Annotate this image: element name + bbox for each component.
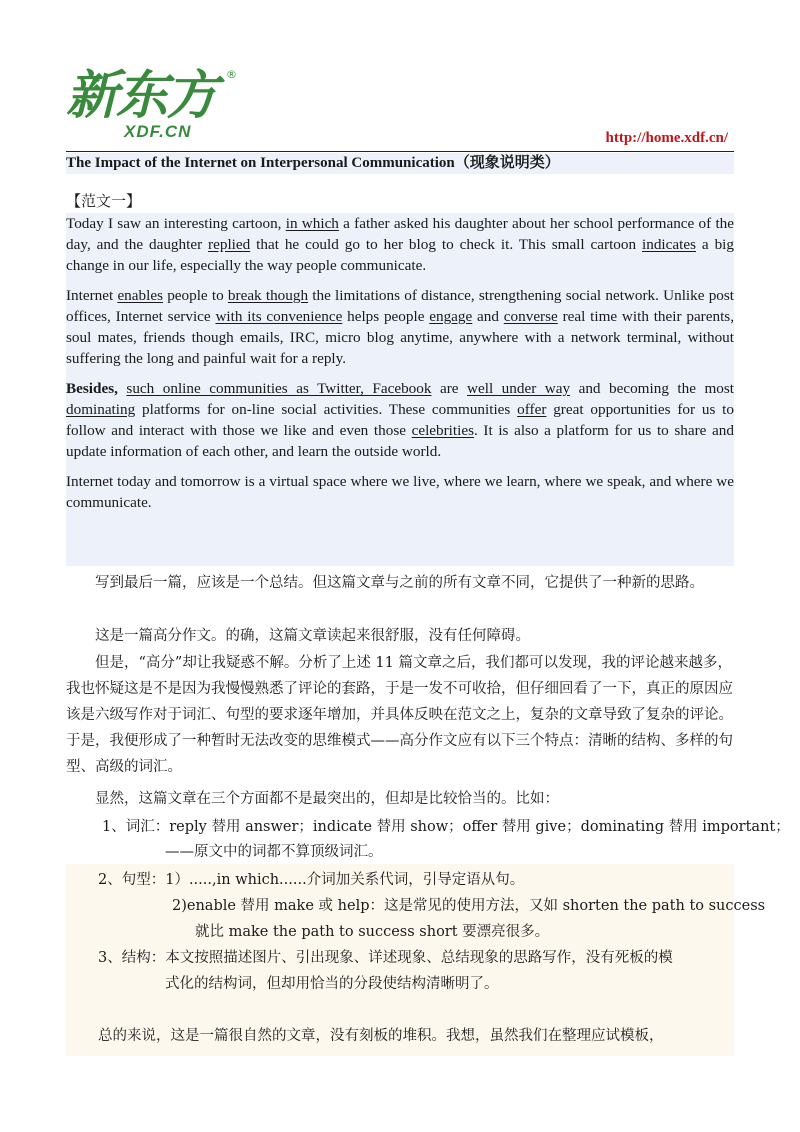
underlined-phrase: indicates xyxy=(642,236,696,253)
essay-text: great opportunities for us to follow and interact with those we like and even those xyxy=(66,401,734,439)
underlined-phrase: in which xyxy=(285,215,339,232)
essay-text: a big change in our life, especially the way people communicate. xyxy=(66,236,734,274)
essay-text: platforms for on-line social activities. These communities xyxy=(135,401,518,418)
essay-paragraph-3 xyxy=(66,378,734,462)
underlined-phrase: break though xyxy=(227,287,309,304)
essay-text: people to xyxy=(162,287,228,304)
underlined-phrase: such online communities as Twitter, Facebook xyxy=(126,380,432,397)
vocab-note: ——原文中的词都不算顶级词汇。 xyxy=(165,844,383,860)
logo-english-text: XDF.CN xyxy=(124,122,192,141)
essay-text: are xyxy=(431,380,468,397)
essay-text: . It is also a platform for us to share and update information of each other, and learn the outside world. xyxy=(66,422,734,460)
commentary-paragraph-3: 但是，“高分”却让我疑惑不解。分析了上述 11 篇文章之后，我们都可以发现，我的评论越来越多，我也怀疑这是不是因为我慢慢熟悉了评论的套路，于是一发不可收拾，但仔细回看了一下，真正的原因应该是六级写作对于词汇、句型的要求逐年增加，并具体反映在范文之上，复杂的文章导致了复杂的评论。于是，我便形成了一种暂时无法改变的思维模式——高分作文应有以下三个特点：清晰的结构、多样的句型、高级的词汇。 xyxy=(66,655,733,775)
essay-text: helps people xyxy=(342,308,430,325)
logo-chinese-text: 新东方 xyxy=(66,66,217,126)
sentence-item-3: 就比 make the path to success short 要漂亮很多。 xyxy=(195,924,550,940)
commentary-paragraph-1: 写到最后一篇，应该是一个总结。但这篇文章与之前的所有文章不同，它提供了一种新的思路。 xyxy=(95,575,704,591)
sentence-item-2: 2)enable 替用 make 或 help：这是常见的使用方法，又如 shorten the path to success xyxy=(172,898,766,914)
underlined-phrase: with its convenience xyxy=(215,308,343,325)
underlined-phrase: well under way xyxy=(467,380,571,397)
underlined-phrase: enables xyxy=(117,287,163,304)
essay-text: Internet xyxy=(66,287,118,304)
essay-paragraph-2 xyxy=(66,285,734,369)
essay-text: and xyxy=(472,308,504,325)
essay-text: the limitations of distance, strengthening social network. Unlike post offices, Internet service xyxy=(66,287,735,325)
header-url-link[interactable]: http://home.xdf.cn/ xyxy=(605,130,728,146)
essay-paragraph-1 xyxy=(66,213,734,276)
essay-text: that he could go to her blog to check it. This small cartoon xyxy=(250,236,643,253)
essay-text: real time with their parents, soul mates, friends though emails, IRC, micro blog anytime, anywhere with a network terminal, without suffering the long and painful wait for a reply. xyxy=(66,308,734,367)
sample-heading: 【范文一】 xyxy=(66,194,142,210)
underlined-phrase: offer xyxy=(517,401,547,418)
essay-text: Internet today and tomorrow is a virtual space where we live, where we learn, where we speak, and where we communicate. xyxy=(66,473,734,511)
header-divider xyxy=(66,151,734,152)
sample-essay xyxy=(66,213,734,566)
summary-paragraph: 总的来说，这是一篇很自然的文章，没有刻板的堆积。我想，虽然我们在整理应试模板， xyxy=(98,1028,664,1044)
underlined-phrase: dominating xyxy=(66,401,136,418)
underlined-phrase: converse xyxy=(503,308,558,325)
underlined-phrase: replied xyxy=(208,236,251,253)
underlined-phrase: celebrities xyxy=(411,422,474,439)
sentence-item: 2、句型：1）.....,in which......介词加关系代词，引导定语从句。 xyxy=(98,872,525,888)
essay-text: Today I saw an interesting cartoon, xyxy=(66,215,286,232)
structure-item-2: 式化的结构词，但却用恰当的分段使结构清晰明了。 xyxy=(165,976,499,992)
structure-item: 3、结构：本文按照描述图片、引出现象、详述现象、总结现象的思路写作，没有死板的模 xyxy=(98,950,673,966)
vocab-item: 1、词汇：reply 替用 answer；indicate 替用 show；offer 替用 give；dominating 替用 important； xyxy=(102,819,790,835)
logo-registered-mark: ® xyxy=(226,68,237,81)
underlined-phrase: engage xyxy=(429,308,473,325)
xdf-logo xyxy=(66,66,241,146)
commentary-paragraph-2: 这是一篇高分作文。的确，这篇文章读起来很舒服，没有任何障碍。 xyxy=(95,628,530,644)
commentary-paragraph-4: 显然，这篇文章在三个方面都不是最突出的，但却是比较恰当的。比如： xyxy=(95,791,559,807)
essay-text: and becoming the most xyxy=(570,380,735,397)
essay-text: a father asked his daughter about her school performance of the day, and the daughter xyxy=(66,215,734,253)
essay-paragraph-4 xyxy=(66,471,734,513)
bold-phrase: Besides, xyxy=(66,380,118,397)
document-title: The Impact of the Internet on Interpersonal Communication（现象说明类） xyxy=(66,153,734,174)
